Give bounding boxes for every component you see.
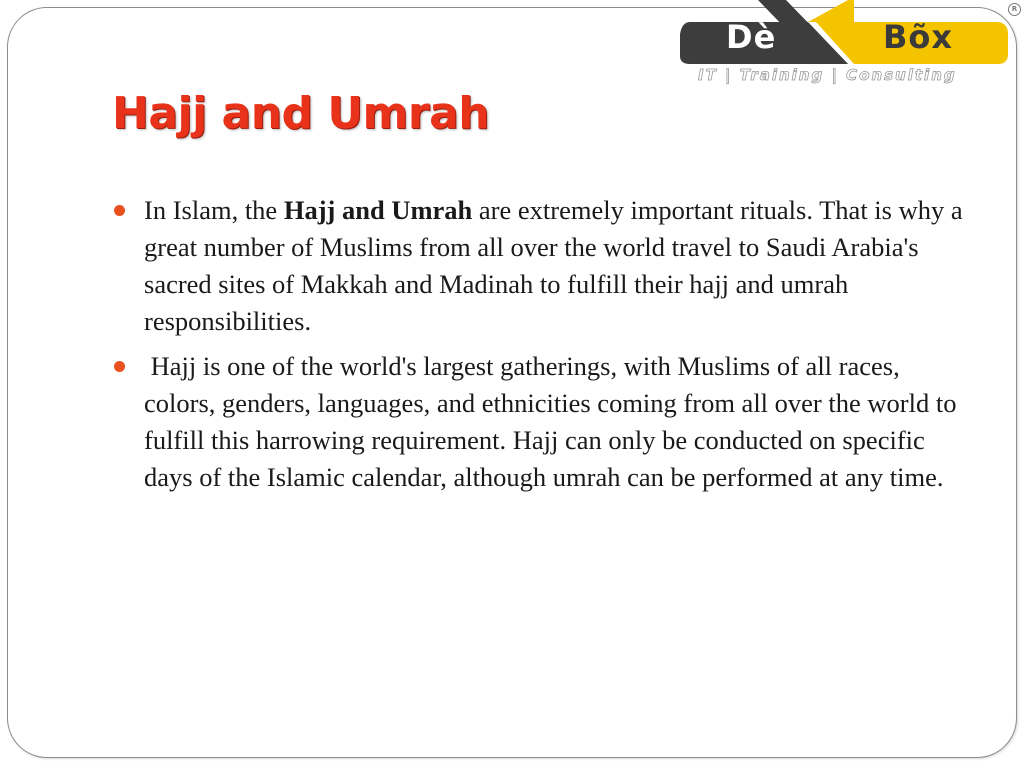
debox-logo xyxy=(678,0,1024,90)
bullet-dot-icon xyxy=(114,205,125,216)
bullet-text-post: are extremely important rituals. That is why a great number of Muslims from all over the world travel to Saudi Arabia's sacred sites of Makkah and Madinah to fulfill their hajj and umrah responsibilities. xyxy=(144,195,963,336)
logo-left-text: Dè xyxy=(726,18,777,56)
bullet-item xyxy=(112,192,972,340)
slide-title: Hajj and Umrah xyxy=(112,88,490,139)
bullet-dot-icon xyxy=(114,361,125,372)
bullet-text-bold: Hajj and Umrah xyxy=(283,195,473,225)
bullet-list xyxy=(112,192,972,504)
logo-tagline: IT | Training | Consulting xyxy=(698,66,957,84)
bullet-text-pre: In Islam, the xyxy=(144,195,284,225)
logo-right-text: Bõx xyxy=(883,18,954,56)
registered-mark-icon: R xyxy=(1008,3,1021,16)
bullet-item xyxy=(112,348,972,496)
bullet-text-pre: Hajj is one of the world's largest gatherings, with Muslims of all races, colors, genders, languages, and ethnicities coming from all over the world to fulfill this harrowing requirement. Hajj can only be conducted on specific days of the Islamic calendar, although umrah can be performed at any time. xyxy=(144,351,964,492)
